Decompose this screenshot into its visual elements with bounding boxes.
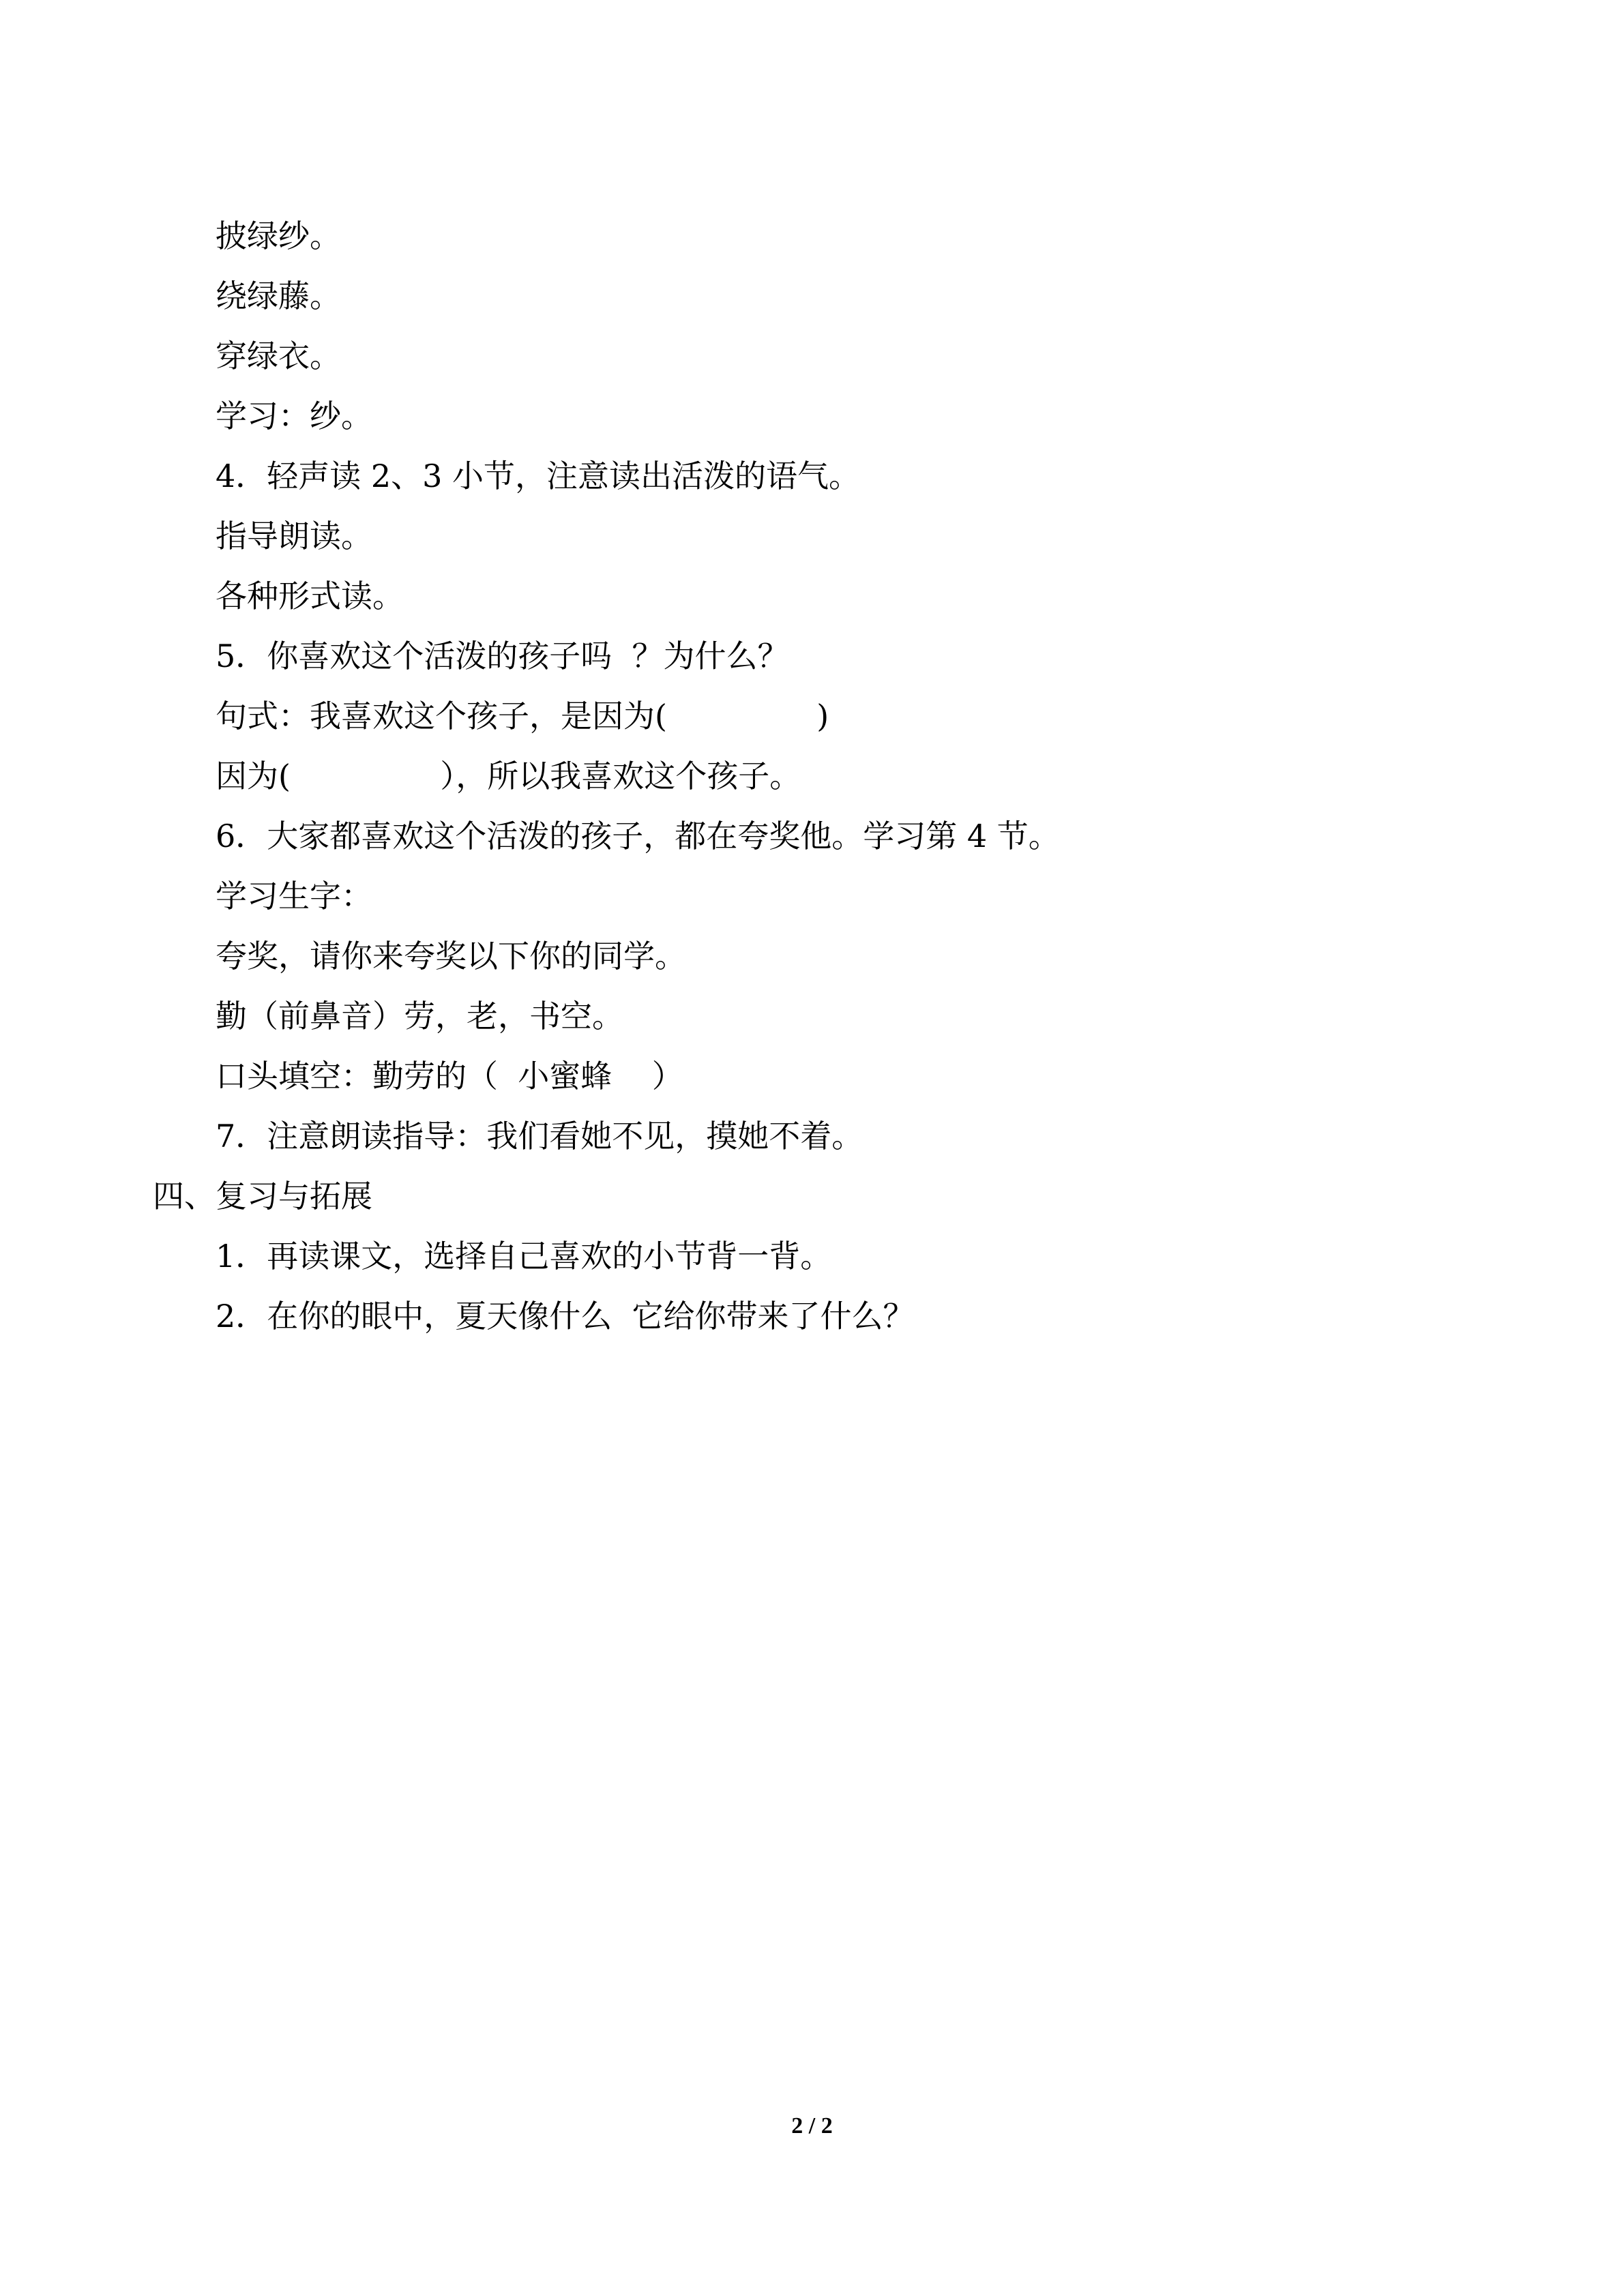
text-line: 6．大家都喜欢这个活泼的孩子，都在夸奖他。学习第 4 节。 [216,818,1060,854]
text-line: 各种形式读。 [216,578,404,614]
text-line: 穿绿衣。 [216,338,341,374]
text-line: 披绿纱。 [216,218,341,254]
text-line: 5．你喜欢这个活泼的孩子吗 ？为什么？ [216,638,789,674]
text-line: 2．在你的眼中，夏天像什么 它给你带来了什么？ [216,1298,915,1335]
text-line: 口头填空：勤劳的（ 小蜜蜂 ） [216,1058,683,1094]
text-line: 1．再读课文，选择自己喜欢的小节背一背。 [216,1238,832,1274]
text-line: 勤（前鼻音）劳，老，书空。 [216,998,623,1034]
text-line: 学习生字： [216,878,372,914]
text-line: 句式：我喜欢这个孩子，是因为( ) [216,698,829,734]
text-line: 7．注意朗读指导：我们看她不见，摸她不着。 [216,1118,863,1154]
page-number: 2 / 2 [791,2113,833,2138]
text-line: 绕绿藤。 [216,278,341,314]
text-line: 学习：纱。 [216,398,372,434]
text-line: 因为( ），所以我喜欢这个孩子。 [216,758,801,794]
text-line: 指导朗读。 [216,518,372,554]
section-heading: 四、复习与拓展 [153,1178,372,1214]
text-line: 4．轻声读 2、3 小节，注意读出活泼的语气。 [216,458,861,494]
text-line: 夸奖，请你来夸奖以下你的同学。 [216,938,686,974]
